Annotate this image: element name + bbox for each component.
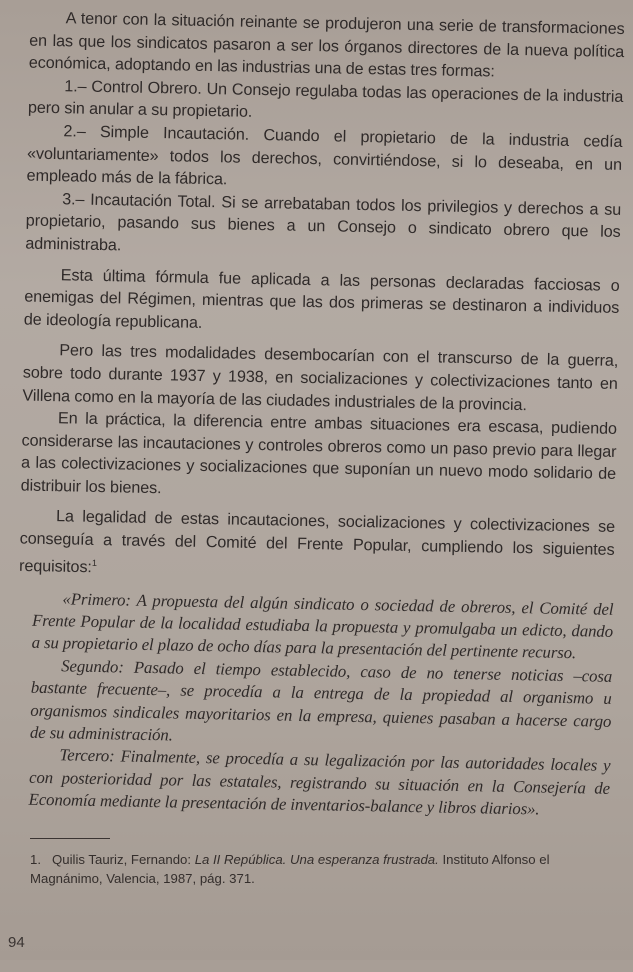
paragraph-ultima-formula: Esta última fórmula fue aplicada a las personas declaradas facciosas o enemigas del Régimen, mientras que las dos primeras se destinaron a individuos de ideología republicana. xyxy=(23,265,620,332)
quote-segundo: Segundo: Pasado el tiempo establecido, caso de no tenerse noticias –cosa bastante frecuente–, se procedía a la entrega de la propiedad al organismo u organismos sindicales mayoritarios en la empresa, quienes pasaban a hacerse cargo de su administración. xyxy=(29,656,613,745)
paragraph-practica: En la práctica, la diferencia entre ambas situaciones era escasa, pudiendo considerarse las incautaciones y controles obreros como un paso previo para llegar a las colectivizaciones y socializaciones que suponían un nuevo modo solidario de distribuir los bienes. xyxy=(20,409,618,498)
footnote-publisher: Instituto Alfonso el Magnánimo, Valencia, 1987, pág. 371. xyxy=(30,852,550,886)
quote-tercero: Tercero: Finalmente, se procedía a su legalización por las autoridades locales y con posterioridad por las estatales, registrando su situación en la Consejería de Economía mediante la presentación de inventarios-balance y libros diarios». xyxy=(28,745,611,819)
footnote-author: Quilis Tauriz, Fernando: xyxy=(52,852,195,867)
paragraph-legalidad-text: La legalidad de estas incautaciones, socializaciones y colectivizaciones se conseguía a través del Comité del Frente Popular, cumpliendo los siguientes requisitos: xyxy=(18,507,616,576)
form-incautacion-total: 3.– Incautación Total. Si se arrebataban todos los privilegios y derechos a su propietario, pasando sus bienes a un Consejo o sindicato obrero que los administraba. xyxy=(25,189,622,255)
footnote-number: 1. xyxy=(30,852,41,867)
form-control-obrero: 1.– Control Obrero. Un Consejo regulaba todas las operaciones de la industria pero sin anular a su propietario. xyxy=(27,77,624,122)
paragraph-modalidades: Pero las tres modalidades desembocarían con el transcurso de la guerra, sobre todo durante 1937 y 1938, en socializaciones y colectivizaciones tanto en Villena como en la mayoría de las ciudades industriales de la provincia. xyxy=(22,341,619,414)
footnote-divider xyxy=(30,838,110,839)
paragraph-legalidad xyxy=(19,505,615,589)
footnote-title: La II República. Una esperanza frustrada. xyxy=(194,852,439,867)
footnote xyxy=(30,850,620,888)
footnote-reference: 1 xyxy=(91,557,97,568)
form-simple-incautacion: 2.– Simple Incautación. Cuando el propietario de la industria cedía «voluntariamente» todos los derechos, convirtiéndose, si lo deseaba, en un empleado más de la fábrica. xyxy=(26,122,623,189)
intro-paragraph: A tenor con la situación reinante se produjeron una serie de transformaciones en las que los sindicatos pasaron a ser los órganos directores de la nueva política económica, adoptando en las industrias una de estas tres formas: xyxy=(28,9,625,81)
quote-primero: «Primero: A propuesta del algún sindicato o sociedad de obreros, el Comité del Frente Popular de la localidad estudiaba la propuesta y promulgaba un edicto, dando a su propietario el plazo de ocho días para la presentación del pertinente recurso. xyxy=(31,588,614,663)
page-number: 94 xyxy=(8,934,25,951)
